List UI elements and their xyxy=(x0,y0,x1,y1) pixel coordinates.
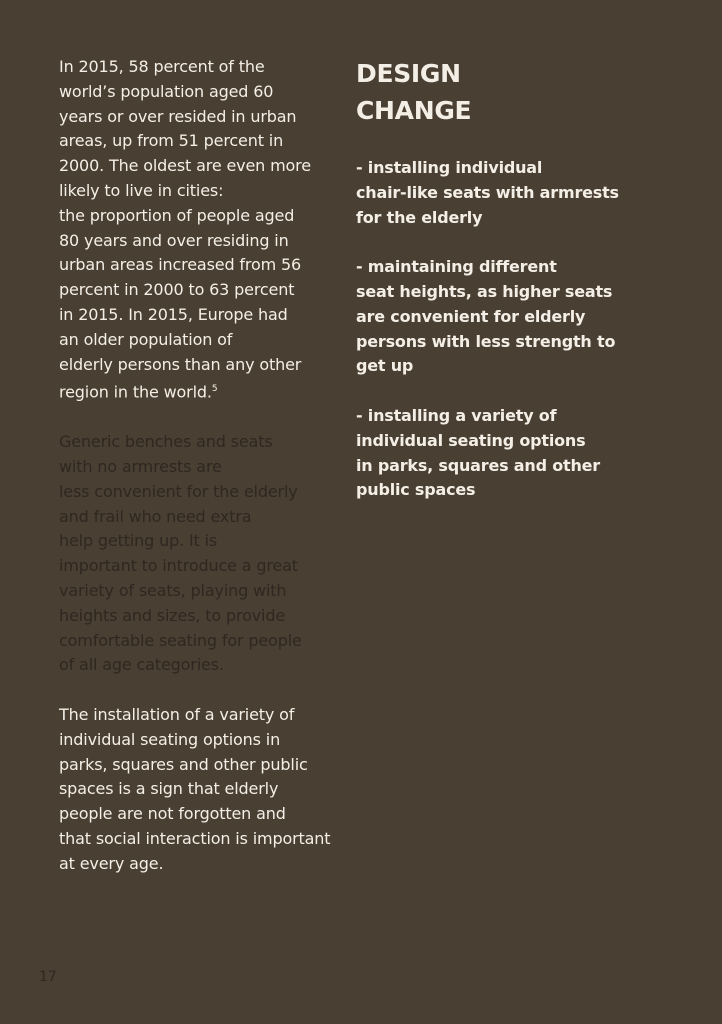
left-column xyxy=(59,55,331,877)
list-item: - installing individual chair-like seats with armrests for the elderly xyxy=(356,158,619,227)
paragraph-urban-statistics-text: In 2015, 58 percent of the world’s population aged 60 years or over resided in urban areas, up from 51 percent in 2000. The oldest are even more likely to live in cities: the proportion of people aged 80 years and over residing in urban areas increased from 56 percent in 2000 to 63 percent in 2015. In 2015, Europe had an older population of elderly persons than any other region in the world. xyxy=(59,57,311,402)
list-item: - maintaining different seat heights, as higher seats are convenient for elderly persons with less strength to get up xyxy=(356,257,616,376)
footnote-reference: 5 xyxy=(211,384,218,395)
paragraph-generic-benches: Generic benches and seats with no armrests are less convenient for the elderly and frail who need extra help getting up. It is important to introduce a great variety of seats, playing with heights and sizes, to provide comfortable seating for people of all age categories. xyxy=(59,432,302,675)
design-change-heading: DESIGN CHANGE xyxy=(356,59,472,125)
paragraph-seating-installation: The installation of a variety of individual seating options in parks, squares and other public spaces is a sign that elderly people are not forgotten and that social interaction is important at every age. xyxy=(59,705,331,873)
page-number: 17 xyxy=(39,969,57,985)
right-column xyxy=(356,55,646,503)
paragraph-urban-statistics xyxy=(59,55,331,405)
design-change-list xyxy=(356,156,646,503)
list-item: - installing a variety of individual seating options in parks, squares and other public spaces xyxy=(356,405,600,500)
